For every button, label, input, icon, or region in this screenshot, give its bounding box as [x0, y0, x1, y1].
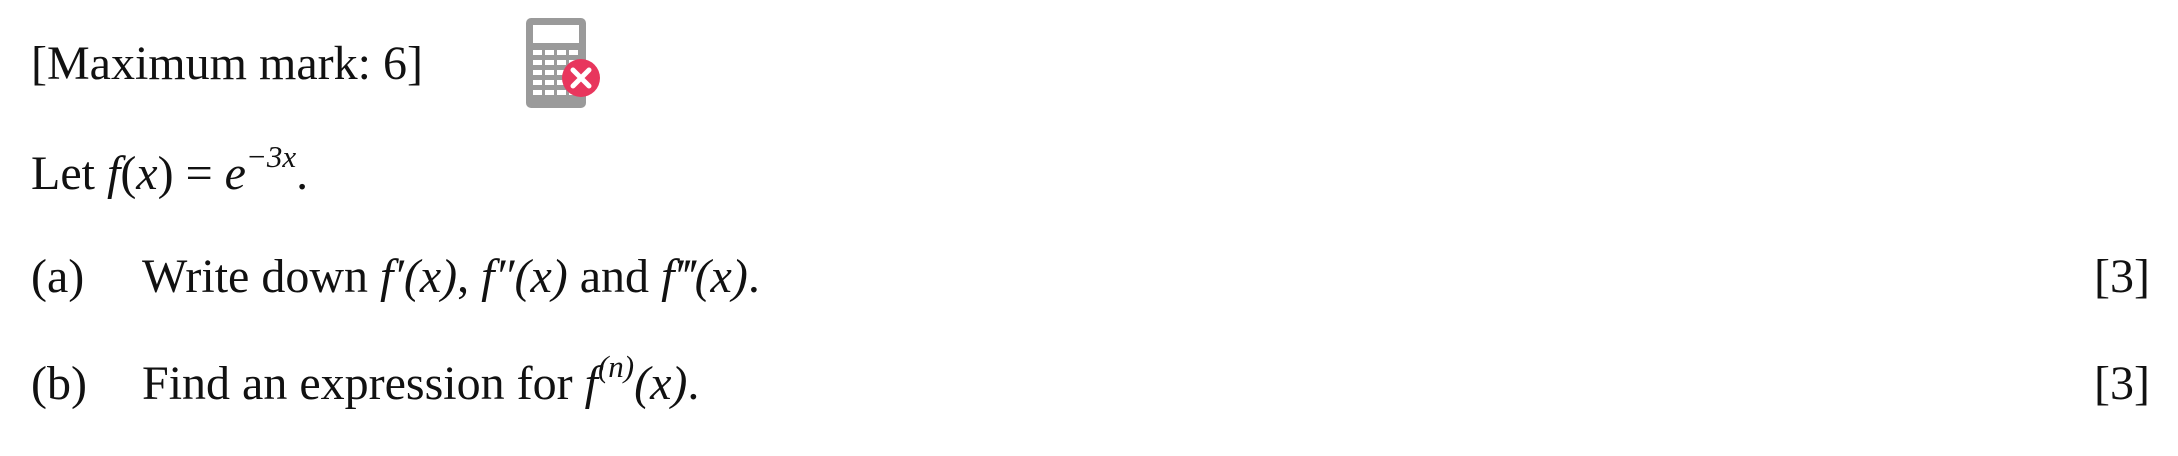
question-intro: Let $f(x) = e^{-3x}$.	[31, 139, 309, 200]
exponent: −3x	[245, 139, 297, 174]
part-b-marks: [3]	[2094, 357, 2150, 410]
part-b-text: Find an expression for $f^{(n)}(x)$.	[142, 349, 700, 410]
part-a-text: Write down f′(x), f″(x) and f‴(x).	[142, 250, 760, 303]
max-mark-label: [Maximum mark: 6]	[31, 37, 423, 90]
part-b-label: (b)	[31, 357, 87, 410]
calculator-not-allowed-icon	[524, 16, 602, 112]
superscript: (n)	[597, 349, 635, 384]
part-a-marks: [3]	[2094, 250, 2150, 303]
part-a-label: (a)	[31, 250, 85, 303]
